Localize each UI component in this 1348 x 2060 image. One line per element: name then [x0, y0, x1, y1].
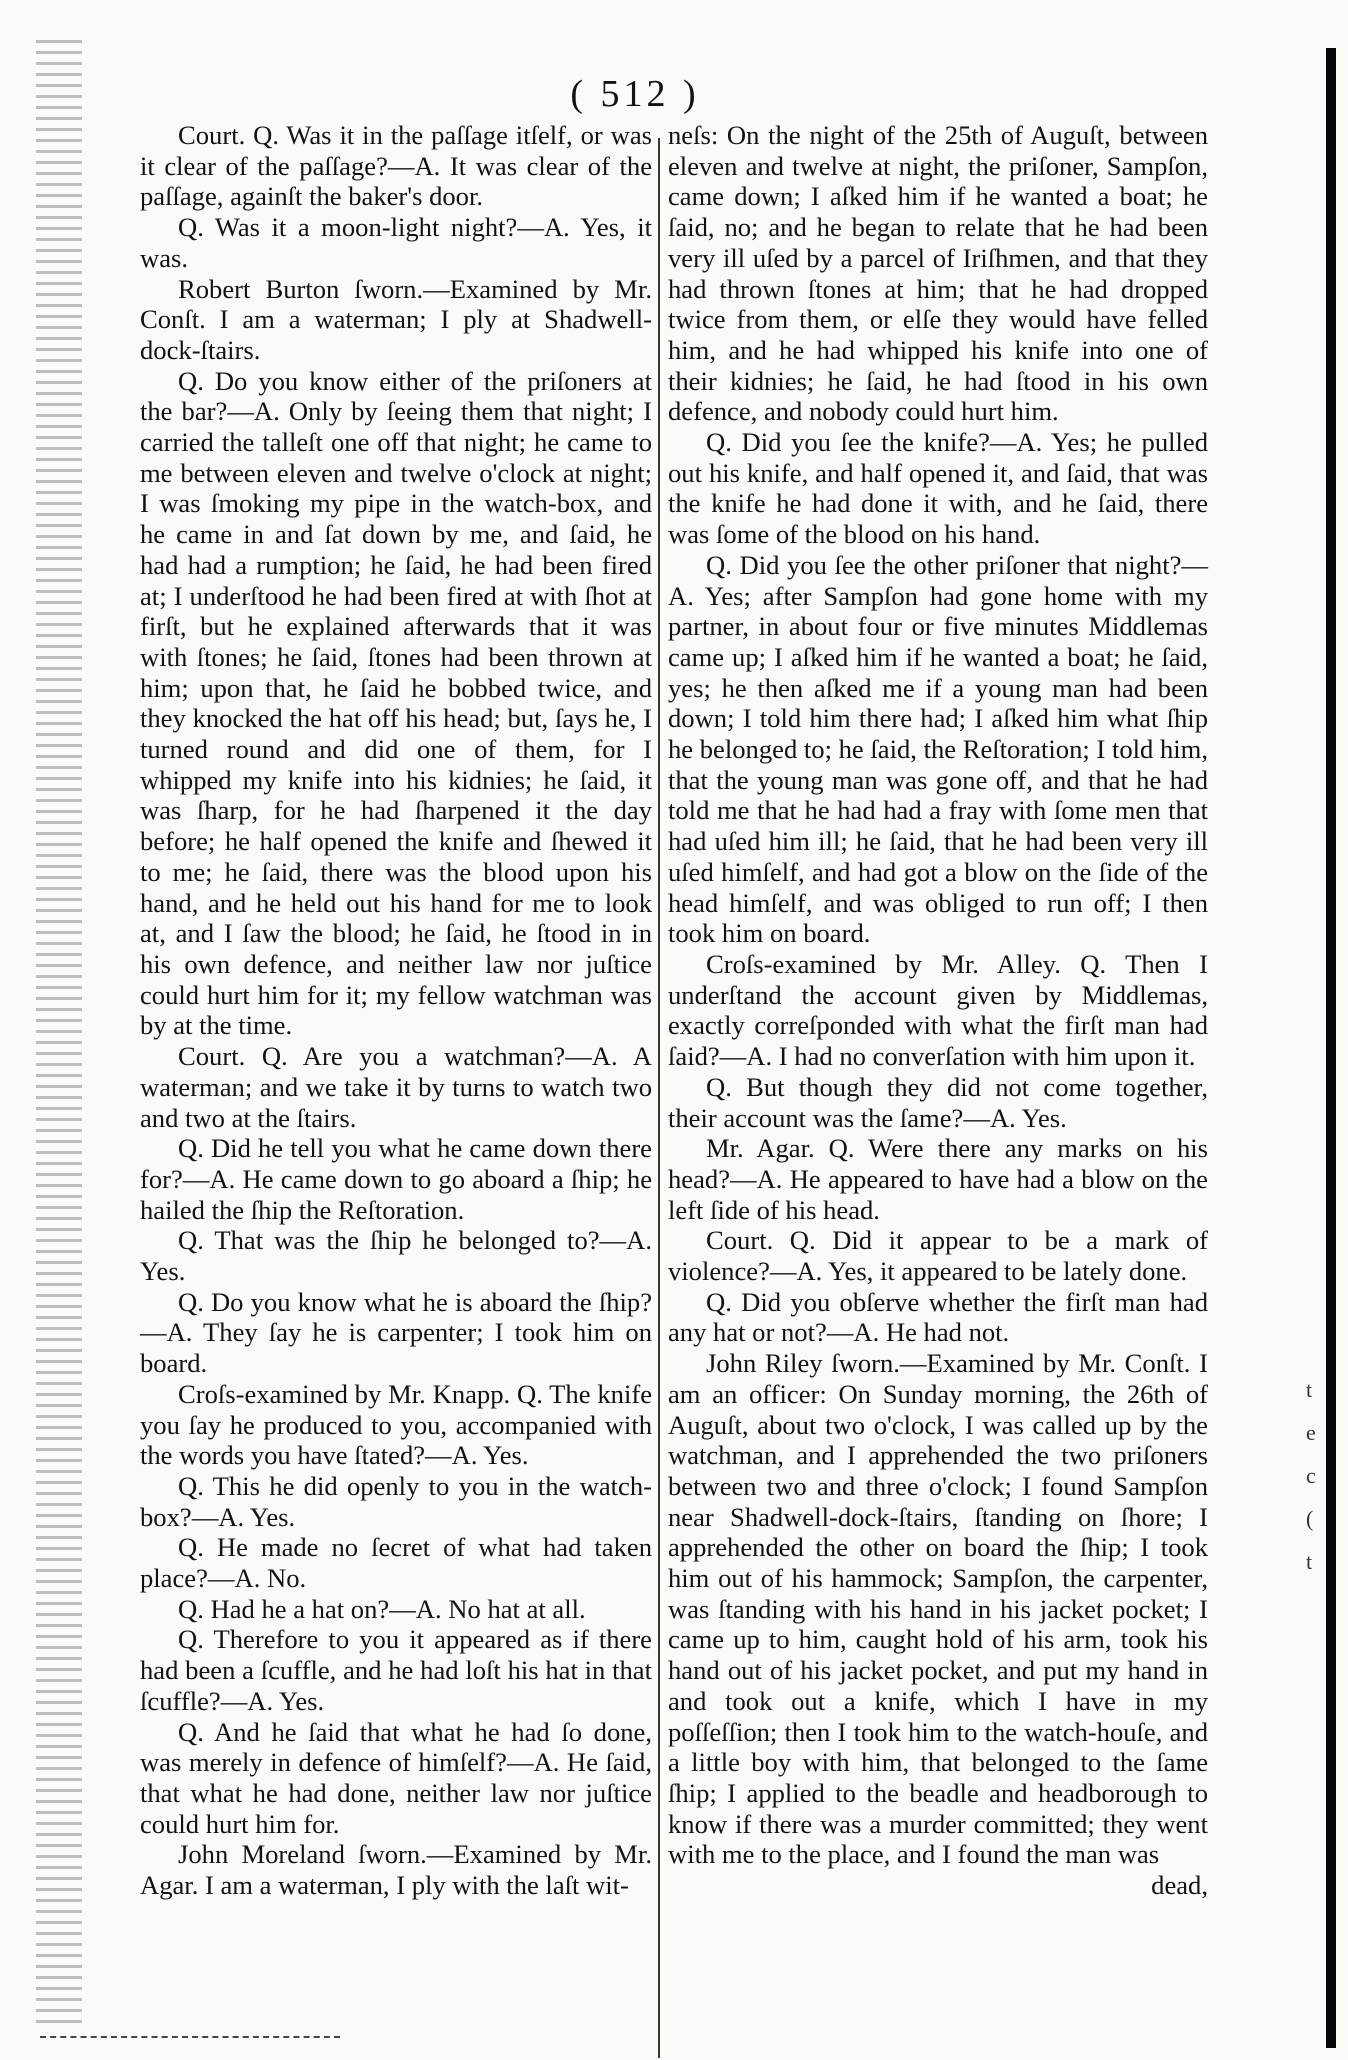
bottom-scan-mark — [40, 2036, 340, 2038]
paragraph: Q. But though they did not come together, their account was the ſame?—A. Yes. — [668, 1071, 1208, 1133]
margin-fragment: t — [1306, 1549, 1313, 1574]
paragraph: Q. Had he a hat on?—A. No hat at all. — [178, 1593, 586, 1624]
page-number: ( 512 ) — [570, 73, 700, 115]
paragraph: Croſs-examined by Mr. Alley. Q. Then I underſtand the account given by Middlemas, exactly correſponded with what the firſt man had ſaid?—A. I had no converſation with him upon it. — [668, 948, 1208, 1072]
paragraph: Q. Do you know what he is aboard the ſhip?—A. They ſay he is carpenter; I took him on board. — [140, 1286, 652, 1379]
paragraph: Robert Burton ſworn.—Examined by Mr. Conſt. I am a waterman; I ply at Shadwell-dock-ſtairs. — [140, 273, 652, 365]
paragraph: Mr. Agar. Q. Were there any marks on his head?—A. He appeared to have had a blow on the left ſide of his head. — [668, 1133, 1208, 1225]
paragraph: Q. Therefore to you it appeared as if there had been a ſcuffle, and he had loſt his hat in that ſcuffle?—A. Yes. — [140, 1624, 652, 1716]
page-edge-shadow — [1326, 48, 1336, 2048]
margin-fragment: e — [1306, 1420, 1316, 1445]
catchword: dead, — [1151, 1870, 1208, 1901]
column-divider — [658, 138, 660, 2058]
paragraph: John Moreland ſworn.—Examined by Mr. Agar. I am a waterman, I ply with the laſt wit- — [140, 1839, 652, 1901]
paragraph: Court. Q. Are you a watchman?—A. A waterman; and we take it by turns to watch two and two at the ſtairs. — [140, 1041, 652, 1133]
paragraph: Q. Did he tell you what he came down there for?—A. He came down to go aboard a ſhip; he hailed the ſhip the Reſtoration. — [140, 1133, 652, 1225]
paragraph: Court. Q. Was it in the paſſage itſelf, or was it clear of the paſſage?—A. It was clear of the paſſage, againſt the baker's door. — [140, 120, 652, 212]
margin-fragments — [1306, 1368, 1330, 1583]
paragraph: John Riley ſworn.—Examined by Mr. Conſt. I am an officer: On Sunday morning, the 26th of Auguſt, about two o'clock, I was called up by the watchman, and I apprehended the two priſoners between two and three o'clock; I found Sampſon near Shadwell-dock-ſtairs, ſtanding on ſhore; I apprehended the other on board the ſhip; I took him out of his hammock; Sampſon, the carpenter, was ſtanding with his hand in his jacket pocket; I came up to him, caught hold of his arm, took his hand out of his jacket pocket, and put my hand in and took out a knife, which I have in my poſſeſſion; then I took him to the watch-houſe, and a little boy with him, that belonged to the ſame ſhip; I applied to the beadle and headborough to know if there was a murder committed; they went with me to the place, and I found the man was — [668, 1348, 1208, 1870]
margin-fragment: c — [1306, 1463, 1316, 1488]
paragraph: Q. Do you know either of the priſoners at the bar?—A. Only by ſeeing them that night; I carried the talleſt one off that night; he came to me between eleven and twelve o'clock at night; I was ſmoking my pipe in the watch-box, and he came in and ſat down by me, and ſaid, he had had a rumption; he ſaid, he had been fired at; I underſtood he had been fired at with ſhot at firſt, but he explained afterwards that it was with ſtones; he ſaid, ſtones had been thrown at him; upon that, he ſaid he bobbed twice, and they knocked the hat off his head; but, ſays he, I turned round and did one of them, for I whipped my knife into his kidnies; he ſaid, it was ſharp, for he had ſharpened it the day before; he half opened the knife and ſhewed it to me; he ſaid, there was the blood upon his hand, and he held out his hand for me to look at, and I ſaw the blood; he ſaid, he ſtood in in his own defence, and neither law nor juſtice could hurt him for it; my fellow watchman was by at the time. — [140, 365, 652, 1041]
paragraph: Q. Did you ſee the other priſoner that night?—A. Yes; after Sampſon had gone home with my partner, in about four or five minutes Middlemas came up; I aſked him if he wanted a boat; he ſaid, yes; he then aſked me if a young man had been down; I told him there had; I aſked him what ſhip he belonged to; he ſaid, the Reſtoration; I told him, that the young man was gone off, and that he had told me that he had had a fray with ſome men that had uſed him ill; he ſaid, that he had been very ill uſed himſelf, and had got a blow on the ſide of the head himſelf, and was obliged to run off; I then took him on board. — [668, 549, 1208, 949]
paragraph: Q. And he ſaid that what he had ſo done, was merely in defence of himſelf?—A. He ſaid, that what he had done, neither law nor juſtice could hurt him for. — [140, 1716, 652, 1839]
margin-fragment: t — [1306, 1377, 1313, 1402]
right-column — [668, 120, 1208, 1901]
paragraph: Q. This he did openly to you in the watch-box?—A. Yes. — [140, 1470, 652, 1532]
paragraph: Q. Was it a moon-light night?—A. Yes, it was. — [140, 212, 652, 273]
paragraph: Court. Q. Did it appear to be a mark of violence?—A. Yes, it appeared to be lately done. — [668, 1225, 1208, 1287]
binding-gutter-marks — [36, 40, 82, 2030]
paragraph: Q. Did you ſee the knife?—A. Yes; he pulled out his knife, and half opened it, and ſaid, that was the knife he had done it with, and he ſaid, there was ſome of the blood on his hand. — [668, 427, 1208, 550]
paragraph: neſs: On the night of the 25th of Auguſt, between eleven and twelve at night, the priſoner, Sampſon, came down; I aſked him if he wanted a boat; he ſaid, no; and he began to relate that he had been very ill uſed by a parcel of Iriſhmen, and that they had thrown ſtones at him; that he had dropped twice from them, or elſe they would have felled him, and he had whipped his knife into one of their kidnies; he ſaid, he had ſtood in his own defence, and nobody could hurt him. — [668, 120, 1208, 427]
paragraph: Croſs-examined by Mr. Knapp. Q. The knife you ſay he produced to you, accompanied with the words you have ſtated?—A. Yes. — [140, 1378, 652, 1471]
left-column — [140, 120, 652, 1901]
margin-fragment: ( — [1306, 1506, 1314, 1531]
paragraph: Q. That was the ſhip he belonged to?—A. Yes. — [140, 1225, 652, 1287]
paragraph: Q. Did you obſerve whether the firſt man had any hat or not?—A. He had not. — [668, 1286, 1208, 1348]
paragraph: Q. He made no ſecret of what had taken place?—A. No. — [140, 1532, 652, 1594]
